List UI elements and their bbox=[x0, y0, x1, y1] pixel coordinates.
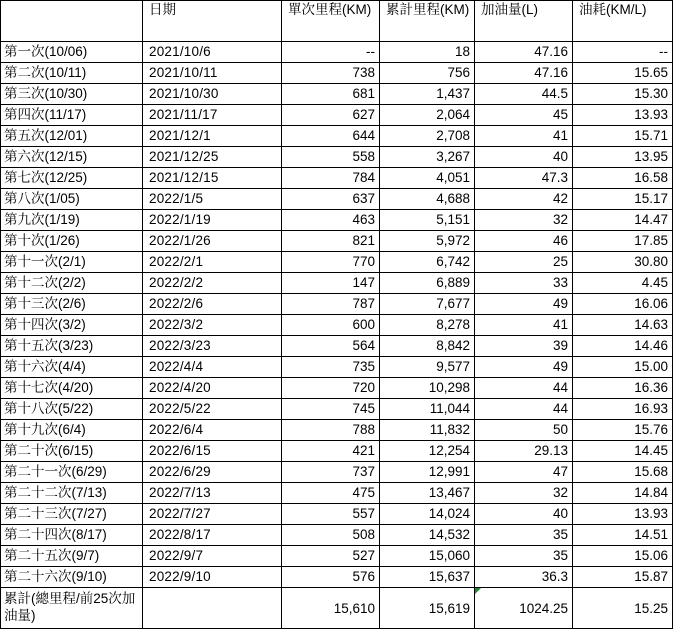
cell-label[interactable]: 第五次(12/01) bbox=[1, 126, 143, 147]
cell-date[interactable]: 2021/10/30 bbox=[143, 84, 282, 105]
cell-single-mileage[interactable]: 576 bbox=[282, 567, 380, 588]
cell-economy[interactable]: 14.84 bbox=[573, 483, 673, 504]
cell-single-mileage[interactable]: 737 bbox=[282, 462, 380, 483]
cell-date[interactable]: 2021/10/11 bbox=[143, 63, 282, 84]
cell-date[interactable]: 2021/12/25 bbox=[143, 147, 282, 168]
cell-fuel[interactable]: 44 bbox=[475, 378, 573, 399]
cell-cumulative-mileage[interactable]: 15,060 bbox=[380, 546, 475, 567]
cell-date[interactable]: 2021/12/15 bbox=[143, 168, 282, 189]
cell-economy[interactable]: 15.17 bbox=[573, 189, 673, 210]
cell-economy[interactable]: 16.58 bbox=[573, 168, 673, 189]
cell-fuel[interactable]: 35 bbox=[475, 546, 573, 567]
cell-single-mileage[interactable]: 557 bbox=[282, 504, 380, 525]
cell-cumulative-mileage[interactable]: 4,688 bbox=[380, 189, 475, 210]
cell-economy[interactable]: 16.06 bbox=[573, 294, 673, 315]
cell-single-mileage[interactable]: 637 bbox=[282, 189, 380, 210]
cell-cumulative-mileage[interactable]: 10,298 bbox=[380, 378, 475, 399]
cell-fuel[interactable]: 49 bbox=[475, 294, 573, 315]
cell-label[interactable]: 第十一次(2/1) bbox=[1, 252, 143, 273]
table-row bbox=[1, 420, 673, 441]
cell-fuel[interactable]: 44.5 bbox=[475, 84, 573, 105]
cell-fuel[interactable]: 36.3 bbox=[475, 567, 573, 588]
table-row bbox=[1, 294, 673, 315]
table-row bbox=[1, 126, 673, 147]
cell-date[interactable]: 2022/2/2 bbox=[143, 273, 282, 294]
cell-date[interactable]: 2022/3/23 bbox=[143, 336, 282, 357]
cell-label[interactable]: 第四次(11/17) bbox=[1, 105, 143, 126]
cell-date[interactable]: 2022/4/4 bbox=[143, 357, 282, 378]
cell-economy[interactable]: 14.45 bbox=[573, 441, 673, 462]
cell-economy[interactable]: 15.68 bbox=[573, 462, 673, 483]
header-cell-date[interactable]: 日期 bbox=[143, 1, 282, 42]
cell-date[interactable]: 2022/1/19 bbox=[143, 210, 282, 231]
cell-label[interactable]: 第十七次(4/20) bbox=[1, 378, 143, 399]
cell-fuel[interactable]: 32 bbox=[475, 210, 573, 231]
cell-economy[interactable]: 15.06 bbox=[573, 546, 673, 567]
cell-date[interactable]: 2022/4/20 bbox=[143, 378, 282, 399]
totals-cell-date[interactable] bbox=[143, 588, 282, 629]
cell-label[interactable]: 第二十四次(8/17) bbox=[1, 525, 143, 546]
cell-fuel[interactable]: 41 bbox=[475, 315, 573, 336]
cell-single-mileage[interactable]: 421 bbox=[282, 441, 380, 462]
cell-fuel[interactable]: 39 bbox=[475, 336, 573, 357]
cell-economy[interactable]: 16.36 bbox=[573, 378, 673, 399]
cell-cumulative-mileage[interactable]: 9,577 bbox=[380, 357, 475, 378]
cell-label[interactable]: 第十二次(2/2) bbox=[1, 273, 143, 294]
cell-cumulative-mileage[interactable]: 3,267 bbox=[380, 147, 475, 168]
cell-date[interactable]: 2022/2/6 bbox=[143, 294, 282, 315]
table-row bbox=[1, 357, 673, 378]
table-row bbox=[1, 210, 673, 231]
table-row bbox=[1, 336, 673, 357]
cell-cumulative-mileage[interactable]: 6,889 bbox=[380, 273, 475, 294]
cell-cumulative-mileage[interactable]: 11,832 bbox=[380, 420, 475, 441]
cell-single-mileage[interactable]: 770 bbox=[282, 252, 380, 273]
cell-single-mileage[interactable]: 784 bbox=[282, 168, 380, 189]
cell-date[interactable]: 2022/7/27 bbox=[143, 504, 282, 525]
cell-label[interactable]: 第二十二次(7/13) bbox=[1, 483, 143, 504]
cell-label[interactable]: 第十四次(3/2) bbox=[1, 315, 143, 336]
cell-economy[interactable]: 4.45 bbox=[573, 273, 673, 294]
cell-economy[interactable]: 16.93 bbox=[573, 399, 673, 420]
cell-label[interactable]: 第二十五次(9/7) bbox=[1, 546, 143, 567]
cell-date[interactable]: 2022/7/13 bbox=[143, 483, 282, 504]
cell-label[interactable]: 第一次(10/06) bbox=[1, 42, 143, 63]
cell-date[interactable]: 2022/8/17 bbox=[143, 525, 282, 546]
cell-date[interactable]: 2021/12/1 bbox=[143, 126, 282, 147]
table-row bbox=[1, 504, 673, 525]
cell-fuel[interactable]: 41 bbox=[475, 126, 573, 147]
header-cell-single-mileage[interactable]: 單次里程(KM) bbox=[282, 1, 380, 42]
cell-economy[interactable]: 30.80 bbox=[573, 252, 673, 273]
cell-single-mileage[interactable]: 681 bbox=[282, 84, 380, 105]
cell-label[interactable]: 第八次(1/05) bbox=[1, 189, 143, 210]
cell-label[interactable]: 第十八次(5/22) bbox=[1, 399, 143, 420]
cell-label[interactable]: 第十六次(4/4) bbox=[1, 357, 143, 378]
cell-fuel[interactable]: 42 bbox=[475, 189, 573, 210]
table-row bbox=[1, 147, 673, 168]
cell-fuel[interactable]: 32 bbox=[475, 483, 573, 504]
cell-single-mileage[interactable]: 475 bbox=[282, 483, 380, 504]
cell-single-mileage[interactable]: 738 bbox=[282, 63, 380, 84]
cell-label[interactable]: 第十九次(6/4) bbox=[1, 420, 143, 441]
header-cell-cumulative-mileage[interactable]: 累計里程(KM) bbox=[380, 1, 475, 42]
cell-cumulative-mileage[interactable]: 11,044 bbox=[380, 399, 475, 420]
cell-single-mileage[interactable]: 564 bbox=[282, 336, 380, 357]
cell-economy[interactable]: 15.87 bbox=[573, 567, 673, 588]
cell-single-mileage[interactable]: 527 bbox=[282, 546, 380, 567]
cell-cumulative-mileage[interactable]: 5,151 bbox=[380, 210, 475, 231]
cell-single-mileage[interactable]: 627 bbox=[282, 105, 380, 126]
table-row bbox=[1, 483, 673, 504]
cell-economy[interactable]: 15.71 bbox=[573, 126, 673, 147]
table-row bbox=[1, 315, 673, 336]
header-row bbox=[1, 1, 673, 42]
header-cell-label[interactable] bbox=[1, 1, 143, 42]
cell-economy[interactable]: 13.93 bbox=[573, 504, 673, 525]
cell-cumulative-mileage[interactable]: 15,637 bbox=[380, 567, 475, 588]
cell-cumulative-mileage[interactable]: 12,991 bbox=[380, 462, 475, 483]
cell-fuel[interactable]: 33 bbox=[475, 273, 573, 294]
totals-cell-label[interactable]: 累計(總里程/前25次加油量) bbox=[1, 588, 143, 629]
cell-fuel[interactable]: 40 bbox=[475, 147, 573, 168]
cell-economy[interactable]: 15.00 bbox=[573, 357, 673, 378]
table-row bbox=[1, 42, 673, 63]
cell-cumulative-mileage[interactable]: 2,708 bbox=[380, 126, 475, 147]
cell-economy[interactable]: 14.47 bbox=[573, 210, 673, 231]
cell-fuel[interactable]: 47.3 bbox=[475, 168, 573, 189]
cell-fuel[interactable]: 35 bbox=[475, 525, 573, 546]
cell-cumulative-mileage[interactable]: 2,064 bbox=[380, 105, 475, 126]
cell-cumulative-mileage[interactable]: 4,051 bbox=[380, 168, 475, 189]
cell-cumulative-mileage[interactable]: 5,972 bbox=[380, 231, 475, 252]
table-row bbox=[1, 168, 673, 189]
cell-date[interactable]: 2022/6/29 bbox=[143, 462, 282, 483]
table-row bbox=[1, 189, 673, 210]
cell-single-mileage[interactable]: 463 bbox=[282, 210, 380, 231]
table-row bbox=[1, 273, 673, 294]
cell-cumulative-mileage[interactable]: 7,677 bbox=[380, 294, 475, 315]
table-row bbox=[1, 567, 673, 588]
totals-cell-fuel-with-comment-marker[interactable]: 1024.25 bbox=[475, 588, 573, 629]
cell-cumulative-mileage[interactable]: 14,024 bbox=[380, 504, 475, 525]
totals-cell-economy[interactable]: 15.25 bbox=[573, 588, 673, 629]
cell-label[interactable]: 第三次(10/30) bbox=[1, 84, 143, 105]
cell-single-mileage[interactable]: 821 bbox=[282, 231, 380, 252]
cell-label[interactable]: 第二十次(6/15) bbox=[1, 441, 143, 462]
cell-cumulative-mileage[interactable]: 13,467 bbox=[380, 483, 475, 504]
cell-economy[interactable]: -- bbox=[573, 42, 673, 63]
cell-economy[interactable]: 15.30 bbox=[573, 84, 673, 105]
cell-label[interactable]: 第二十三次(7/27) bbox=[1, 504, 143, 525]
cell-single-mileage[interactable]: 600 bbox=[282, 315, 380, 336]
cell-fuel[interactable]: 45 bbox=[475, 105, 573, 126]
table-row bbox=[1, 105, 673, 126]
cell-label[interactable]: 第六次(12/15) bbox=[1, 147, 143, 168]
cell-fuel[interactable]: 40 bbox=[475, 504, 573, 525]
cell-label[interactable]: 第九次(1/19) bbox=[1, 210, 143, 231]
cell-label[interactable]: 第二十六次(9/10) bbox=[1, 567, 143, 588]
cell-date[interactable]: 2022/1/5 bbox=[143, 189, 282, 210]
cell-fuel[interactable]: 49 bbox=[475, 357, 573, 378]
cell-date[interactable]: 2022/6/15 bbox=[143, 441, 282, 462]
cell-single-mileage[interactable]: -- bbox=[282, 42, 380, 63]
cell-cumulative-mileage[interactable]: 756 bbox=[380, 63, 475, 84]
cell-cumulative-mileage[interactable]: 6,742 bbox=[380, 252, 475, 273]
table-row bbox=[1, 546, 673, 567]
cell-economy[interactable]: 15.76 bbox=[573, 420, 673, 441]
cell-single-mileage[interactable]: 787 bbox=[282, 294, 380, 315]
cell-fuel[interactable]: 44 bbox=[475, 399, 573, 420]
cell-date[interactable]: 2022/3/2 bbox=[143, 315, 282, 336]
cell-fuel[interactable]: 47.16 bbox=[475, 63, 573, 84]
cell-single-mileage[interactable]: 147 bbox=[282, 273, 380, 294]
header-cell-economy[interactable]: 油耗(KM/L) bbox=[573, 1, 673, 42]
cell-fuel[interactable]: 47 bbox=[475, 462, 573, 483]
totals-row bbox=[1, 588, 673, 629]
cell-fuel[interactable]: 46 bbox=[475, 231, 573, 252]
cell-date[interactable]: 2021/11/17 bbox=[143, 105, 282, 126]
header-cell-fuel[interactable]: 加油量(L) bbox=[475, 1, 573, 42]
cell-fuel[interactable]: 47.16 bbox=[475, 42, 573, 63]
cell-economy[interactable]: 14.51 bbox=[573, 525, 673, 546]
cell-date[interactable]: 2021/10/6 bbox=[143, 42, 282, 63]
cell-cumulative-mileage[interactable]: 8,842 bbox=[380, 336, 475, 357]
cell-date[interactable]: 2022/9/10 bbox=[143, 567, 282, 588]
cell-single-mileage[interactable]: 558 bbox=[282, 147, 380, 168]
cell-cumulative-mileage[interactable]: 8,278 bbox=[380, 315, 475, 336]
table-row bbox=[1, 399, 673, 420]
table-row bbox=[1, 441, 673, 462]
cell-fuel[interactable]: 50 bbox=[475, 420, 573, 441]
cell-economy[interactable]: 14.63 bbox=[573, 315, 673, 336]
cell-single-mileage[interactable]: 735 bbox=[282, 357, 380, 378]
cell-date[interactable]: 2022/2/1 bbox=[143, 252, 282, 273]
table-row bbox=[1, 84, 673, 105]
cell-label[interactable]: 第二十一次(6/29) bbox=[1, 462, 143, 483]
cell-single-mileage[interactable]: 788 bbox=[282, 420, 380, 441]
cell-economy[interactable]: 13.95 bbox=[573, 147, 673, 168]
totals-cell-single-mileage[interactable]: 15,610 bbox=[282, 588, 380, 629]
cell-date[interactable]: 2022/9/7 bbox=[143, 546, 282, 567]
cell-economy[interactable]: 15.65 bbox=[573, 63, 673, 84]
cell-label[interactable]: 第十次(1/26) bbox=[1, 231, 143, 252]
cell-single-mileage[interactable]: 745 bbox=[282, 399, 380, 420]
cell-single-mileage[interactable]: 720 bbox=[282, 378, 380, 399]
cell-date[interactable]: 2022/6/4 bbox=[143, 420, 282, 441]
cell-label[interactable]: 第二次(10/11) bbox=[1, 63, 143, 84]
cell-economy[interactable]: 13.93 bbox=[573, 105, 673, 126]
cell-cumulative-mileage[interactable]: 12,254 bbox=[380, 441, 475, 462]
cell-cumulative-mileage[interactable]: 18 bbox=[380, 42, 475, 63]
cell-economy[interactable]: 14.46 bbox=[573, 336, 673, 357]
cell-date[interactable]: 2022/5/22 bbox=[143, 399, 282, 420]
cell-label[interactable]: 第十五次(3/23) bbox=[1, 336, 143, 357]
cell-single-mileage[interactable]: 508 bbox=[282, 525, 380, 546]
table-row bbox=[1, 525, 673, 546]
cell-single-mileage[interactable]: 644 bbox=[282, 126, 380, 147]
cell-date[interactable]: 2022/1/26 bbox=[143, 231, 282, 252]
table-row bbox=[1, 252, 673, 273]
table-row bbox=[1, 63, 673, 84]
table-row bbox=[1, 231, 673, 252]
cell-label[interactable]: 第七次(12/25) bbox=[1, 168, 143, 189]
cell-cumulative-mileage[interactable]: 1,437 bbox=[380, 84, 475, 105]
cell-fuel[interactable]: 29.13 bbox=[475, 441, 573, 462]
table-row bbox=[1, 378, 673, 399]
cell-economy[interactable]: 17.85 bbox=[573, 231, 673, 252]
table-row bbox=[1, 462, 673, 483]
cell-fuel[interactable]: 25 bbox=[475, 252, 573, 273]
cell-label[interactable]: 第十三次(2/6) bbox=[1, 294, 143, 315]
cell-cumulative-mileage[interactable]: 14,532 bbox=[380, 525, 475, 546]
totals-cell-cumulative-mileage[interactable]: 15,619 bbox=[380, 588, 475, 629]
